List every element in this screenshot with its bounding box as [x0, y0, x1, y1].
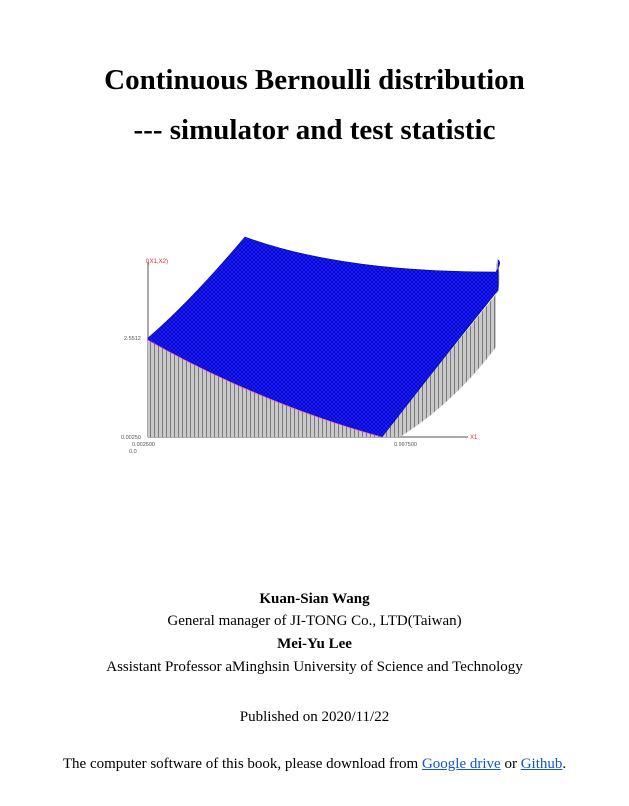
download-note [0, 754, 629, 774]
download-note-middle: or [500, 756, 521, 772]
author-affiliation-1: General manager of JI-TONG Co., LTD(Taiwan) [167, 613, 462, 629]
z-axis-label: f(X1,X2) [146, 259, 169, 265]
google-drive-link[interactable]: Google drive [421, 756, 501, 772]
author-affiliation-2: Assistant Professor aMinghsin University of Science and Technology [106, 659, 523, 675]
download-note-prefix: The computer software of this book, please download from [62, 756, 422, 772]
origin-label: 0.0 [129, 449, 137, 455]
publication-date: Published on 2020/11/22 [239, 709, 390, 725]
title-line-2: --- simulator and test statistic [133, 114, 496, 146]
x-min-label: 0.002500 [132, 442, 155, 448]
download-note-suffix: . [562, 756, 567, 772]
z-max-label: 2.5512 [124, 336, 141, 342]
surface-plot-figure [110, 232, 510, 457]
z-min-label: 0.00250 [121, 435, 141, 441]
title-line-1: Continuous Bernoulli distribution [104, 64, 525, 96]
author-name-1: Kuan-Sian Wang [259, 591, 370, 607]
x-max-label: 0.997500 [394, 442, 417, 448]
x-axis-label: X1 [470, 435, 478, 441]
author-name-2: Mei-Yu Lee [277, 636, 352, 652]
github-link[interactable]: Github [520, 756, 563, 772]
